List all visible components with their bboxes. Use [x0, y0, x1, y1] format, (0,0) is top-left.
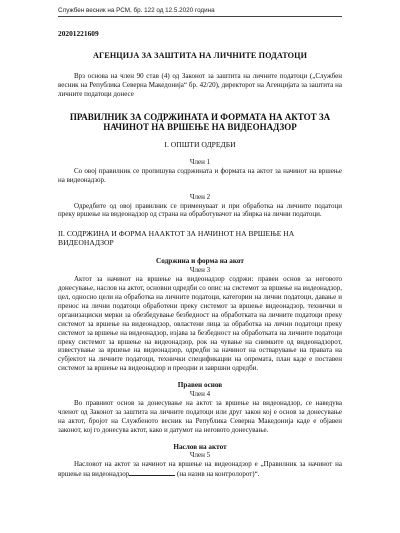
article-5-text — [58, 460, 342, 479]
article-1-text: Со овој правилник се пропишува содржината и формата на актот за начинот на вршење на видеонадзор. — [58, 166, 342, 184]
article-2-label: Член 2 — [189, 192, 211, 201]
article-5-text-a: Насловот на актот за начинот на вршење на видеонадзор е „Правилник за начинот на вршење на видеонадзор — [58, 460, 342, 479]
article-5-label: Член 5 — [189, 451, 211, 460]
subheading-act-title: Наслов на актот — [173, 442, 227, 451]
document-number: 20201221609 — [58, 29, 99, 38]
section-content-and-form: II. СОДРЖИНА И ФОРМА НААКТОТ ЗА НАЧИНОТ НА ВРШЕЊЕ НА ВИДЕОНАДЗОР — [58, 229, 295, 248]
subheading-legal-basis: Правен основ — [177, 381, 223, 390]
article-5-text-b: (на назив на контролорот)“. — [177, 470, 260, 479]
article-1-label: Член 1 — [189, 157, 211, 166]
article-3-text: Актот за начинот на вршење на видеонадзор содржи: правен основ за неговото донесување, наслов на актот, основни одредби со опис на системот за вршење на видеонадзор, цел, односно цели на обработка на личните податоци, категории на лични податоци, давање и пренос на лични податоци обработени преку системот за вршење видеонадзор, технички и организациски мерки за обезбедување безбедност на обработката на личните податоци преку системот за вршење на видеонадзор, овластени лица за обработка на лични податоци преку системот за вршење на видеонадзор, изјава за безбедност на обработката на личните податоци преку системот за вршење на видеонадзор, рок на чување на снимките од видеонадзорот, известување за вршење на видеонадзор, одредби за начинот на остварување на правата на субјектот на личните податоци, технички спецификации на опремата, план каде е поставен системот за вршење на видеонадзор и преодни и завршни одредби. — [58, 275, 342, 373]
article-3-label: Член 3 — [189, 266, 211, 275]
controller-name-blank — [129, 469, 175, 476]
article-4-label: Член 4 — [189, 390, 211, 399]
article-4-text: Во правниот основ за донесување на актот за вршење на видеонадзор, се наведува членот од Законот за заштита на личните податоци или друг закон кој е основ за донесување на актот, бројот на Службеното весник на Република Северна Македонија каде е објавен законот, кој го донесува актот, како и датумот на неговото донесување. — [58, 398, 342, 434]
section-general-provisions: I. ОПШТИ ОДРЕДБИ — [164, 139, 236, 149]
header-rule — [58, 16, 342, 17]
article-2-text: Одредбите од овој правилник се применуваат и при обработка на личните податоци преку вршење на видеонадзор од страна на обработувачот на збирка на лични податоци. — [58, 201, 342, 219]
agency-name: АГЕНЦИЈА ЗА ЗАШТИТА НА ЛИЧНИТЕ ПОДАТОЦИ — [92, 51, 308, 60]
subheading-content-form: Содржина и форма на акот — [156, 257, 244, 266]
gazette-header: Службен весник на РСМ, бр. 122 од 12.5.2020 година — [58, 7, 215, 14]
rulebook-title: ПРАВИЛНИК ЗА СОДРЖИНАТА И ФОРМАТА НА АКТОТ ЗА НАЧИНОТ НА ВРШЕЊЕ НА ВИДЕОНАДЗОР — [69, 111, 331, 133]
document-body — [58, 29, 342, 479]
preamble: Врз основа на член 90 став (4) од Законот за заштита на личните податоци („Службен весник на Република Северна Македонија“ бр. 42/20), директорот на Агенцијата за заштита на личните податоци донесе — [58, 72, 342, 98]
